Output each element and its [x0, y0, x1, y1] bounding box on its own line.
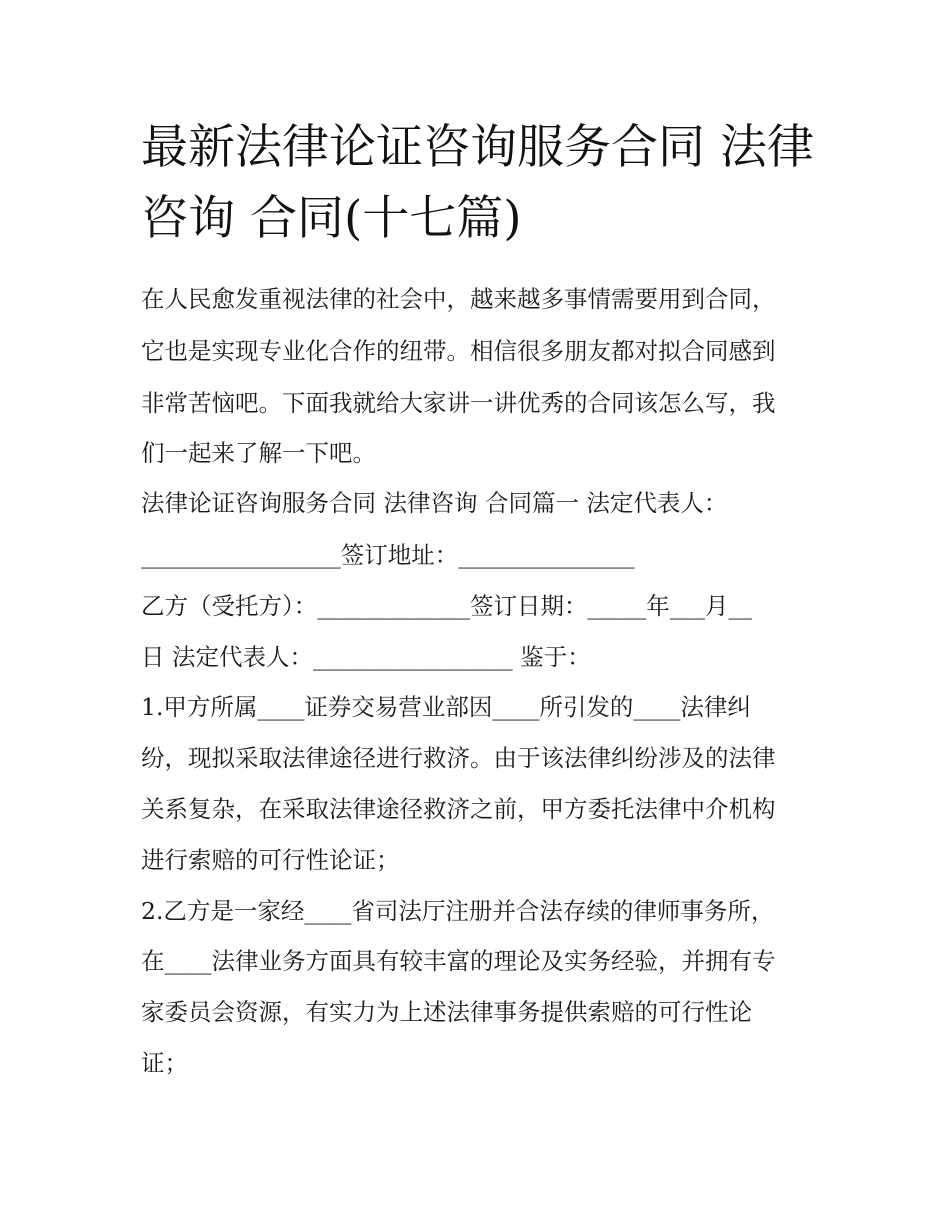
body-line: 们一起来了解一下吧。 [141, 439, 376, 467]
clause-line: 在____法律业务方面具有较丰富的理论及实务经验，并拥有专 [141, 947, 776, 975]
body-line: 非常苦恼吧。下面我就给大家讲一讲优秀的合同该怎么写，我 [141, 389, 776, 417]
blank-field-line: _________________签订地址：_______________ [141, 541, 635, 569]
clause-line: 1.甲方所属____证券交易营业部因____所引发的____法律纠 [141, 693, 751, 721]
clause-line: 纷，现拟采取法律途径进行救济。由于该法律纠纷涉及的法律 [141, 744, 776, 772]
blank-field-line: 乙方（受托方）：_____________签订日期：_____年___月__ [141, 592, 752, 620]
body-line: 在人民愈发重视法律的社会中，越来越多事情需要用到合同， [141, 285, 776, 313]
clause-line: 家委员会资源，有实力为上述法律事务提供索赔的可行性论 [141, 998, 752, 1026]
body-line: 它也是实现专业化合作的纽带。相信很多朋友都对拟合同感到 [141, 337, 776, 365]
section-heading-line: 法律论证咨询服务合同 法律咨询 合同篇一 法定代表人： [141, 489, 728, 517]
clause-line: 证； [141, 1049, 188, 1077]
clause-line: 进行索赔的可行性论证； [141, 846, 400, 874]
document-title: 最新法律论证咨询服务合同 法律咨询 合同(十七篇) [141, 120, 814, 246]
clause-line: 2.乙方是一家经____省司法厅注册并合法存续的律师事务所， [141, 897, 775, 925]
clause-line: 关系复杂，在采取法律途径救济之前，甲方委托法律中介机构 [141, 795, 776, 823]
blank-field-line: 日 法定代表人：_________________ 鉴于： [141, 643, 591, 671]
